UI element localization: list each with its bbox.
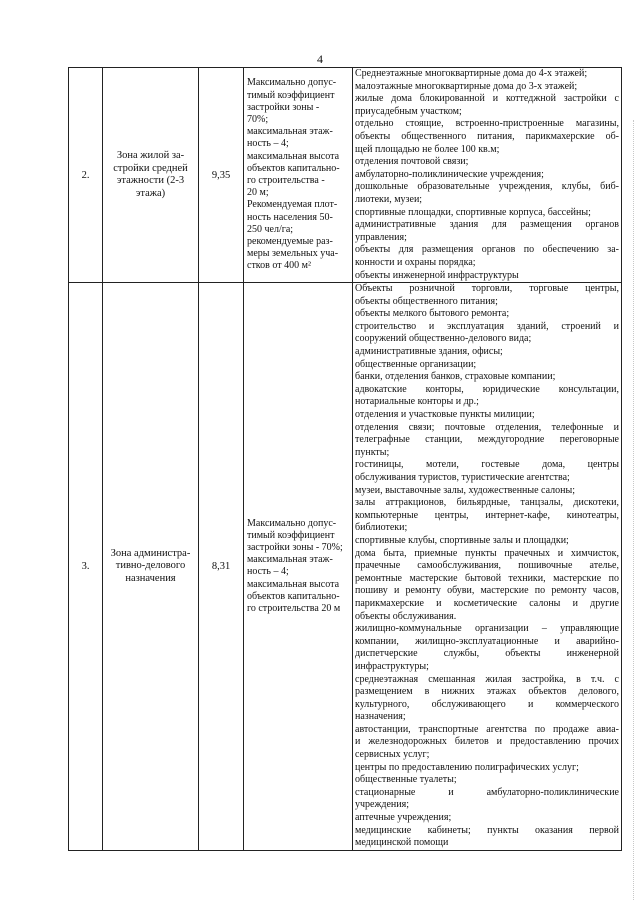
use-line: административные здания, офисы;: [355, 346, 503, 358]
use-line: компании, жилищно-эксплуатационные и аварийно-: [355, 635, 619, 647]
text-line: тимый коэффициент: [247, 529, 335, 541]
text-line: максимальная высота: [247, 578, 340, 590]
text-line: го строительства -: [247, 175, 325, 187]
use-line: банки, отделения банков, страховые компании;: [355, 371, 556, 383]
zone-name: [103, 283, 199, 851]
use-line: стационарные и амбулаторно-поликлинические: [355, 786, 619, 798]
use-line: амбулаторно-поликлинические учреждения;: [355, 168, 544, 180]
use-line: обслуживания туристов, туристические агентства;: [355, 472, 570, 483]
text-line: ность – 4;: [247, 566, 289, 578]
text-line: Зона администра-: [110, 547, 191, 559]
use-line: учреждения;: [355, 799, 409, 811]
zone-name: [103, 68, 199, 283]
use-line: прачечные самообслуживания, пошивочные ателье,: [355, 560, 619, 572]
text-line: тимый коэффициент: [247, 89, 335, 101]
use-line: жилищно-коммунальные организации – управляющие: [355, 623, 619, 635]
text-line: Максимально допус-: [247, 77, 337, 89]
use-line: нотариальные конторы и др.;: [355, 396, 479, 408]
text-line: меры земельных уча-: [247, 248, 339, 260]
text-line: го строительства 20 м: [247, 603, 341, 615]
text-line: максимальная этаж-: [247, 554, 333, 566]
text-line: максимальная этаж-: [247, 126, 333, 138]
use-line: сервисных услуг;: [355, 749, 430, 761]
use-line: компьютерные центры, интернет-кафе, кинотеатры,: [355, 509, 619, 521]
row-number: 3.: [69, 283, 103, 851]
use-line: парикмахерские и косметические салоны и другие: [355, 597, 619, 609]
use-line: и железнодорожных билетов и предоставлению прочих: [355, 736, 619, 748]
use-line: лиотеки, музеи;: [355, 193, 423, 205]
text-line: максимальная высота: [247, 150, 340, 162]
use-line: медицинские кабинеты; пункты оказания первой: [355, 824, 619, 836]
use-line: медицинской помощи: [355, 837, 449, 849]
use-line: назначения;: [355, 711, 406, 723]
use-line: административные здания для размещения органов: [355, 219, 619, 231]
use-line: библиотеки;: [355, 522, 408, 534]
text-line: назначения: [125, 572, 176, 584]
use-line: телеграфные станции, междугородние переговорные: [355, 434, 619, 446]
text-line: застройки зоны -: [247, 101, 320, 113]
use-line: спортивные клубы, спортивные залы и площадки;: [355, 534, 569, 546]
text-line: ность населения 50-: [247, 211, 333, 223]
zone-area: 9,35: [199, 68, 244, 283]
use-line: адвокатские конторы, юридические консультации,: [355, 383, 619, 395]
use-line: отделения связи; почтовые отделения, телефонные и: [355, 421, 619, 433]
use-line: диспетчерские службы, объекты инженерной: [355, 648, 619, 660]
text-line: рекомендуемые раз-: [247, 236, 333, 248]
use-line: объекты общественного питания, парикмахерские об-: [355, 130, 619, 142]
use-line: пункты;: [355, 446, 390, 458]
zone-area: 8,31: [199, 283, 244, 851]
use-line: объекты общественного питания;: [355, 295, 498, 307]
text-line: этажности (2-3: [116, 175, 185, 187]
text-line: 20 м;: [247, 187, 269, 199]
text-line: стков от 400 м²: [247, 260, 311, 272]
use-line: спортивные площадки, спортивные корпуса, бассейны;: [355, 206, 591, 218]
text-line: 250 чел/га;: [247, 223, 294, 235]
use-line: среднеэтажная смешанная жилая застройка, в т.ч. с: [355, 673, 619, 685]
use-line: объекты инженерной инфраструктуры: [355, 269, 519, 281]
use-line: дошкольные образовательные учреждения, клубы, биб-: [355, 181, 619, 193]
text-line: застройки зоны - 70%;: [247, 542, 343, 554]
use-line: приусадебным участком;: [355, 105, 462, 117]
use-line: управления;: [355, 231, 407, 243]
use-line: гостиницы, мотели, гостевые дома, центры: [355, 459, 619, 471]
use-line: аптечные учреждения;: [355, 812, 452, 824]
use-line: малоэтажные многоквартирные дома до 3-х этажей;: [355, 80, 578, 92]
use-line: музеи, выставочные залы, художественные салоны;: [355, 484, 575, 496]
text-line: 70%;: [247, 114, 269, 126]
scan-margin-mark: [632, 120, 634, 900]
use-line: инфраструктуры;: [355, 660, 429, 672]
use-line: отделения и участковые пункты милиции;: [355, 409, 535, 421]
zoning-table: [68, 67, 622, 851]
use-line: строительство и эксплуатация зданий, строений и: [355, 320, 619, 332]
zone-parameters: [244, 68, 353, 283]
text-line: этажа): [135, 187, 166, 199]
text-line: Максимально допус-: [247, 517, 337, 529]
use-line: отдельно стоящие, встроенно-пристроенные магазины,: [355, 118, 619, 130]
use-line: отделения почтовой связи;: [355, 156, 469, 168]
row-number: 2.: [69, 68, 103, 283]
text-line: объектов капитально-: [247, 590, 340, 602]
page-number: 4: [317, 52, 323, 66]
use-line: Объекты розничной торговли, торговые центры,: [355, 283, 619, 295]
use-line: общественные туалеты;: [355, 774, 457, 786]
use-line: размещением в нижних этажах объектов делового,: [355, 686, 619, 698]
use-line: общественные организации;: [355, 358, 477, 370]
text-line: Рекомендуемая плот-: [247, 199, 338, 211]
use-line: культурного, обслуживающего и коммерческого: [355, 698, 619, 710]
text-line: ность – 4;: [247, 138, 289, 150]
text-line: стройки средней: [113, 162, 188, 174]
use-line: конности и охраны порядка;: [355, 256, 476, 268]
permitted-uses: [353, 68, 622, 283]
use-line: объекты мелкого бытового ремонта;: [355, 308, 510, 320]
use-line: залы аттракционов, бильярдные, танцзалы, дискотеки,: [355, 497, 619, 509]
text-line: объектов капитально-: [247, 162, 340, 174]
use-line: центры по предоставлению полиграфических услуг;: [355, 761, 579, 773]
use-line: объекты обслуживания.: [355, 610, 457, 622]
use-line: ремонтные мастерские бытовой техники, мастерские по: [355, 572, 619, 584]
use-line: дома быта, приемные пункты прачечных и химчисток,: [355, 547, 619, 559]
text-line: тивно-делового: [115, 560, 186, 572]
table-row: [69, 283, 622, 851]
use-line: сооружений общественно-делового вида;: [355, 333, 532, 345]
use-line: пошиву и ремонту обуви, мастерские по ремонту часов,: [355, 585, 619, 597]
text-line: Зона жилой за-: [116, 150, 185, 162]
use-line: автостанции, транспортные агентства по продаже авиа-: [355, 723, 619, 735]
use-line: Среднеэтажные многоквартирные дома до 4-х этажей;: [355, 68, 588, 79]
zone-parameters: [244, 283, 353, 851]
use-line: щей площадью не более 100 кв.м;: [355, 143, 500, 155]
permitted-uses: [353, 283, 622, 851]
table-row: [69, 68, 622, 283]
use-line: объекты для размещения органов по обеспечению за-: [355, 244, 619, 256]
use-line: жилые дома блокированной и коттеджной застройки с: [355, 93, 619, 105]
